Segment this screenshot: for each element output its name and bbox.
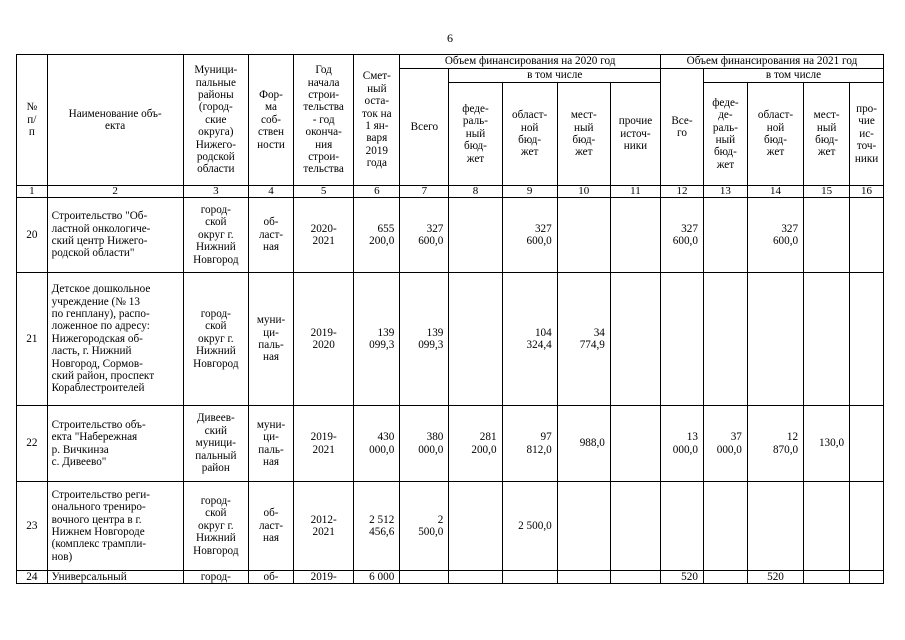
header-n: № п/ п bbox=[17, 55, 48, 186]
column-number-row bbox=[17, 186, 884, 198]
column-number: 1 bbox=[17, 186, 48, 198]
header-fin-2021: Объем финансирования на 2021 год bbox=[661, 55, 884, 69]
table-row bbox=[17, 571, 884, 584]
federal-2020-cell: 281 200,0 bbox=[449, 406, 502, 482]
district-cell: город- ской округ г. Нижний Новгород bbox=[183, 482, 248, 571]
regional-2021-cell: 12 870,0 bbox=[747, 406, 803, 482]
balance-cell: 139 099,3 bbox=[354, 273, 400, 406]
header-federal-2021: феде- де- раль- ный бюд- жет bbox=[703, 83, 747, 186]
header-ownership: Фор- ма соб- ствен ности bbox=[249, 55, 294, 186]
column-number: 7 bbox=[400, 186, 449, 198]
federal-2021-cell bbox=[703, 198, 747, 273]
header-local-2021: мест- ный бюд- жет bbox=[804, 83, 850, 186]
local-2021-cell bbox=[804, 571, 850, 584]
district-cell: город- ской округ г. Нижний Новгород bbox=[183, 198, 248, 273]
years-cell: 2019- 2021 bbox=[294, 406, 354, 482]
total-2020-cell: 2 500,0 bbox=[400, 482, 449, 571]
years-cell: 2012- 2021 bbox=[294, 482, 354, 571]
balance-cell: 6 000 bbox=[354, 571, 400, 584]
federal-2020-cell bbox=[449, 273, 502, 406]
total-2021-cell: 13 000,0 bbox=[661, 406, 704, 482]
district-cell: город- bbox=[183, 571, 248, 584]
header-balance: Смет- ный оста- ток на 1 ян- варя 2019 года bbox=[354, 55, 400, 186]
object-name: Строительство "Об- ластной онкологиче- ский центр Нижего- родской области" bbox=[47, 198, 183, 273]
header-local-2020: мест- ный бюд- жет bbox=[557, 83, 610, 186]
regional-2021-cell: 520 bbox=[747, 571, 803, 584]
column-number: 13 bbox=[703, 186, 747, 198]
column-number: 8 bbox=[449, 186, 502, 198]
column-number: 5 bbox=[294, 186, 354, 198]
table-row bbox=[17, 406, 884, 482]
regional-2020-cell: 327 600,0 bbox=[502, 198, 557, 273]
other-2020-cell bbox=[610, 198, 660, 273]
column-number: 16 bbox=[850, 186, 884, 198]
column-number: 10 bbox=[557, 186, 610, 198]
regional-2020-cell: 97 812,0 bbox=[502, 406, 557, 482]
header-federal-2020: феде- раль- ный бюд- жет bbox=[449, 83, 502, 186]
object-name: Строительство реги- онального трениро- вочного центра в г. Нижнем Новгороде (комплекс трампли- нов) bbox=[47, 482, 183, 571]
other-2021-cell bbox=[850, 198, 884, 273]
regional-2020-cell: 104 324,4 bbox=[502, 273, 557, 406]
federal-2020-cell bbox=[449, 198, 502, 273]
header-other-2021: про- чие ис- точ- ники bbox=[850, 83, 884, 186]
federal-2021-cell bbox=[703, 482, 747, 571]
header-incl-2020: в том числе bbox=[449, 69, 661, 83]
header-total-2020: Всего bbox=[400, 69, 449, 186]
total-2020-cell: 327 600,0 bbox=[400, 198, 449, 273]
federal-2021-cell bbox=[703, 571, 747, 584]
header-incl-2021: в том числе bbox=[703, 69, 883, 83]
federal-2020-cell bbox=[449, 482, 502, 571]
column-number: 9 bbox=[502, 186, 557, 198]
header-years: Год начала строи- тельства - год оконча- ния строи- тельства bbox=[294, 55, 354, 186]
other-2020-cell bbox=[610, 406, 660, 482]
column-number: 15 bbox=[804, 186, 850, 198]
header-other-2020: прочие источ- ники bbox=[610, 83, 660, 186]
row-number: 20 bbox=[17, 198, 48, 273]
financing-table bbox=[16, 54, 884, 584]
column-number: 14 bbox=[747, 186, 803, 198]
header-district: Муници- пальные районы (город- ские округа) Нижего- родской области bbox=[183, 55, 248, 186]
balance-cell: 655 200,0 bbox=[354, 198, 400, 273]
total-2020-cell: 380 000,0 bbox=[400, 406, 449, 482]
column-number: 11 bbox=[610, 186, 660, 198]
total-2021-cell bbox=[661, 482, 704, 571]
object-name: Детское дошкольное учреждение (№ 13 по генплану), распо- ложенное по адресу: Нижегородская об- ласть, г. Нижний Новгород, Сормов- ский район, проспект Кораблестроителей bbox=[47, 273, 183, 406]
ownership-cell: об- ласт- ная bbox=[249, 482, 294, 571]
years-cell: 2019- 2020 bbox=[294, 273, 354, 406]
district-cell: город- ской округ г. Нижний Новгород bbox=[183, 273, 248, 406]
local-2020-cell bbox=[557, 482, 610, 571]
local-2021-cell bbox=[804, 198, 850, 273]
federal-2021-cell bbox=[703, 273, 747, 406]
header-name: Наименование объ- екта bbox=[47, 55, 183, 186]
federal-2021-cell: 37 000,0 bbox=[703, 406, 747, 482]
ownership-cell: об- ласт- ная bbox=[249, 198, 294, 273]
regional-2021-cell: 327 600,0 bbox=[747, 198, 803, 273]
regional-2021-cell bbox=[747, 482, 803, 571]
other-2020-cell bbox=[610, 273, 660, 406]
regional-2020-cell: 2 500,0 bbox=[502, 482, 557, 571]
other-2021-cell bbox=[850, 571, 884, 584]
column-number: 6 bbox=[354, 186, 400, 198]
page-number: 6 bbox=[447, 31, 453, 45]
years-cell: 2020- 2021 bbox=[294, 198, 354, 273]
other-2021-cell bbox=[850, 406, 884, 482]
column-number: 4 bbox=[249, 186, 294, 198]
balance-cell: 430 000,0 bbox=[354, 406, 400, 482]
row-number: 21 bbox=[17, 273, 48, 406]
column-number: 12 bbox=[661, 186, 704, 198]
total-2021-cell: 520 bbox=[661, 571, 704, 584]
total-2021-cell bbox=[661, 273, 704, 406]
regional-2021-cell bbox=[747, 273, 803, 406]
total-2020-cell bbox=[400, 571, 449, 584]
row-number: 22 bbox=[17, 406, 48, 482]
object-name: Универсальный bbox=[47, 571, 183, 584]
row-number: 24 bbox=[17, 571, 48, 584]
local-2020-cell bbox=[557, 198, 610, 273]
header-regional-2021: област- ной бюд- жет bbox=[747, 83, 803, 186]
federal-2020-cell bbox=[449, 571, 502, 584]
table-row bbox=[17, 482, 884, 571]
row-number: 23 bbox=[17, 482, 48, 571]
local-2021-cell bbox=[804, 482, 850, 571]
other-2021-cell bbox=[850, 482, 884, 571]
ownership-cell: муни- ци- паль- ная bbox=[249, 406, 294, 482]
ownership-cell: об- bbox=[249, 571, 294, 584]
balance-cell: 2 512 456,6 bbox=[354, 482, 400, 571]
local-2020-cell bbox=[557, 571, 610, 584]
header-fin-2020: Объем финансирования на 2020 год bbox=[400, 55, 661, 69]
other-2020-cell bbox=[610, 482, 660, 571]
local-2020-cell: 988,0 bbox=[557, 406, 610, 482]
years-cell: 2019- bbox=[294, 571, 354, 584]
local-2021-cell bbox=[804, 273, 850, 406]
object-name: Строительство объ- екта "Набережная р. Вичкинза с. Дивеево" bbox=[47, 406, 183, 482]
table-row bbox=[17, 273, 884, 406]
other-2021-cell bbox=[850, 273, 884, 406]
local-2020-cell: 34 774,9 bbox=[557, 273, 610, 406]
local-2021-cell: 130,0 bbox=[804, 406, 850, 482]
district-cell: Дивеев- ский муници- пальный район bbox=[183, 406, 248, 482]
ownership-cell: муни- ци- паль- ная bbox=[249, 273, 294, 406]
regional-2020-cell bbox=[502, 571, 557, 584]
column-number: 2 bbox=[47, 186, 183, 198]
header-regional-2020: област- ной бюд- жет bbox=[502, 83, 557, 186]
column-number: 3 bbox=[183, 186, 248, 198]
table-row bbox=[17, 198, 884, 273]
other-2020-cell bbox=[610, 571, 660, 584]
total-2021-cell: 327 600,0 bbox=[661, 198, 704, 273]
header-total-2021: Все- го bbox=[661, 69, 704, 186]
total-2020-cell: 139 099,3 bbox=[400, 273, 449, 406]
